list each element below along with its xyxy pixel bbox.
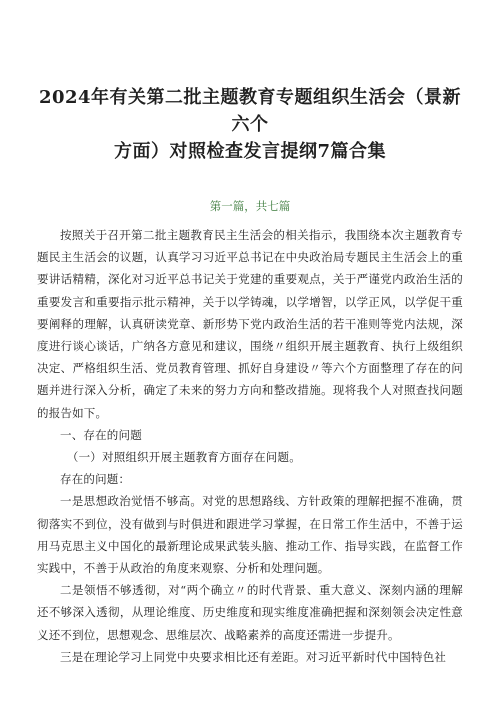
label-existing-problems: 存在的问题： bbox=[60, 472, 131, 487]
document-title-line-2: 方面）对照检查发言提纲7篇合集 bbox=[113, 141, 387, 162]
paragraph-point-two: 二是领悟不够透彻，对“两个确立〃的时代背景、重大意义、深刻内涵的理解还不够深入透彻，从理论维度、历史维度和现实维度准确把握和深刻领会决定性意义还不到位，思想观念、思维层次、战略素养的高度还需进一步提升。 bbox=[37, 583, 463, 642]
subheading-theme-education: （一）对照组织开展主题教育方面存在问题。 bbox=[66, 450, 301, 465]
document-title bbox=[37, 84, 463, 165]
paragraph-point-three: 三是在理论学习上同党中央要求相比还有差距。对习近平新时代中国特色社 bbox=[60, 649, 447, 664]
document-body bbox=[37, 224, 463, 668]
paragraph-intro: 按照关于召开第二批主题教育民主生活会的相关指示，我围绕本次主题教育专题民主生活会的议题，认真学习习近平总书记在中央政治局专题民主生活会上的重要讲话精精，深化对习近平总书记关于党建的重要观点，关于严谨党内政治生活的重要发言和重要指示批示精神，关于以学铸魂，以学增智，以学正风，以学促干重要阐释的理解，认真研读党章、新形势下党内政治生活的若干准则等党内法规，深度进行谈心谈话，广纳各方意见和建议，围绕〃组织开展主题教育、执行上级组织决定、严格组织生活、党员教育管理、抓好自身建设〃等六个方面整理了存在的问题并进行深入分析，确定了未来的努力方向和整改措施。现将我个人对照查找问题的报告如下。 bbox=[37, 228, 463, 420]
document-title-line-1: 2024年有关第二批主题教育专题组织生活会（景新六个 bbox=[38, 87, 462, 135]
section-label: 第一篇，共七篇 bbox=[209, 199, 291, 213]
paragraph-point-one: 一是思想政治觉悟不够高。对党的思想路线、方针政策的理解把握不准确，贯彻落实不到位，没有做到与时俱进和跟进学习掌握，在日常工作生活中，不善于运用马克思主义中国化的最新理论成果武装头脑、推动工作、指导实践，在监督工作实践中，不善于从政治的角度来观察、分析和处理问题。 bbox=[37, 494, 463, 576]
heading-existing-problems: 一、存在的问题 bbox=[60, 427, 142, 442]
